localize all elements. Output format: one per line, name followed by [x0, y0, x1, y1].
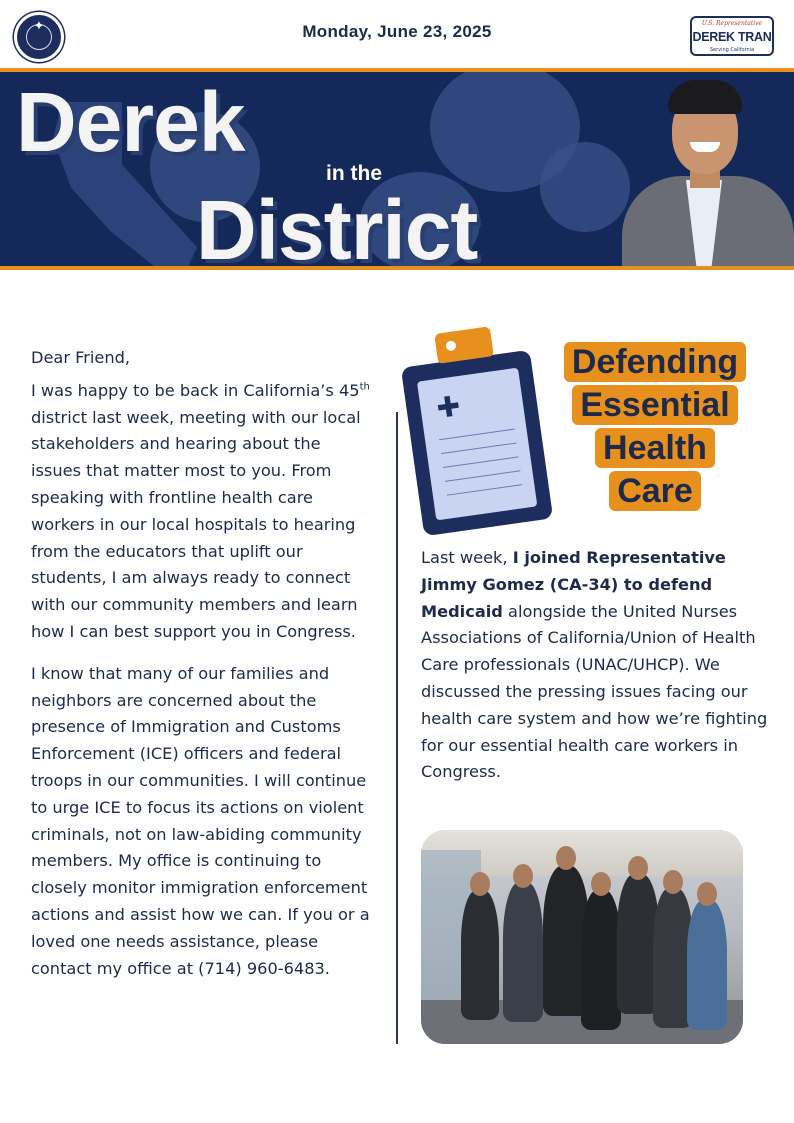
paper-line — [441, 443, 516, 455]
section-heading — [528, 342, 782, 514]
letter-paragraph-1 — [31, 378, 373, 646]
paper-line — [439, 429, 514, 441]
para1-rest: district last week, meeting with our local stakeholders and hearing about the issues that matter most to you. From speaking with frontline health care workers in our local hospitals to hearing from the educators that uplift our students, I am always ready to connect with our community members and learn how I can best support you in Congress. — [31, 407, 361, 641]
plate-top-text: U.S. Representative — [701, 20, 763, 27]
photo-person-head — [513, 864, 533, 888]
medical-cross-icon: ✚ — [434, 389, 463, 426]
title-banner — [0, 68, 794, 270]
photo-person-head — [697, 882, 717, 906]
banner-title-derek: Derek — [16, 75, 245, 169]
photo-person-head — [591, 872, 611, 896]
section-body-start: Last week, — [421, 548, 513, 567]
photo-person — [461, 890, 499, 1020]
newsletter-date: Monday, June 23, 2025 — [302, 22, 492, 41]
heading-line-2: Essential — [572, 385, 737, 425]
para1-superscript: th — [359, 381, 370, 393]
plate-sub-text: Serving California — [709, 47, 755, 53]
section-body — [421, 545, 771, 786]
banner-title-district: District — [196, 183, 478, 270]
photo-person — [581, 890, 621, 1030]
photo-person — [503, 882, 543, 1022]
section-body-bold: I joined Representative Jimmy Gomez (CA-34) to defend Medicaid — [421, 548, 726, 621]
group-photo — [421, 830, 743, 1044]
derek-tran-plate-logo — [690, 16, 774, 56]
paper-line — [443, 456, 518, 468]
plate-name-text: DEREK TRAN — [692, 30, 772, 44]
representative-portrait — [616, 72, 794, 266]
portrait-hair — [668, 80, 742, 114]
banner-title-in-the: in the — [326, 162, 382, 185]
tag-hole — [445, 340, 456, 351]
section-body-rest: alongside the United Nurses Associations of California/Union of Health Care professionals (UNAC/UHCP). We discussed the pressing issues facing our health care system and how we’re fighting for our essential health care workers in Congress. — [421, 601, 768, 782]
eagle-icon: ✦ — [33, 19, 45, 34]
paper-line — [445, 470, 520, 482]
photo-person-head — [628, 856, 648, 880]
heading-line-4: Care — [609, 471, 701, 511]
para1-start: I was happy to be back in California’s 45 — [31, 380, 360, 400]
heading-line-1: Defending — [564, 342, 746, 382]
letter-greeting: Dear Friend, — [31, 348, 131, 367]
section-heading-graphic — [400, 330, 794, 540]
photo-person-head — [470, 872, 490, 896]
paper-line — [447, 484, 522, 496]
letter-paragraph-2: I know that many of our families and neighbors are concerned about the presence of Immigration and Customs Enforcement (ICE) officers and federal troops in our communities. I will continue to urge ICE to focus its actions on violent criminals, not on law-abiding community members. My office is continuing to closely monitor immigration enforcement actions and assist how we can. If you or a loved one needs assistance, please contact my office at (714) 960-6483. — [31, 663, 370, 978]
photo-person-head — [663, 870, 683, 894]
column-divider — [396, 412, 398, 1044]
photo-person — [687, 900, 727, 1030]
photo-person-head — [556, 846, 576, 870]
letter-column — [31, 345, 373, 997]
heading-line-3: Health — [595, 428, 715, 468]
clipboard-paper — [417, 368, 537, 521]
